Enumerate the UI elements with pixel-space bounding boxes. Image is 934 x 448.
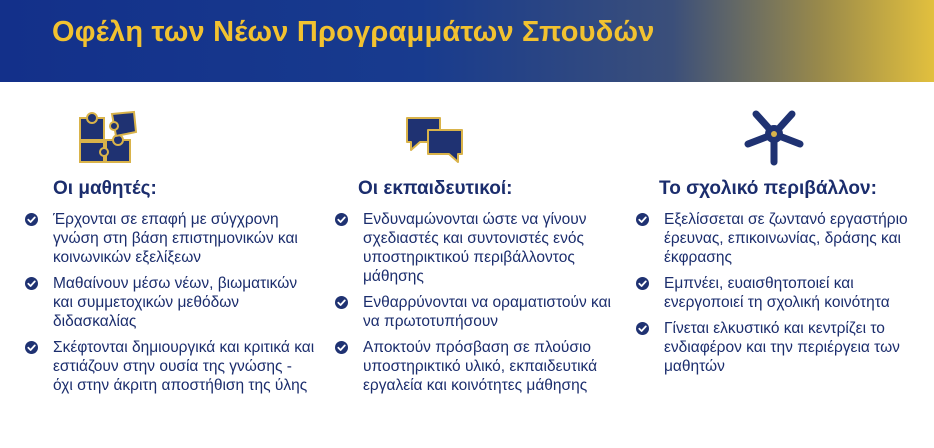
list-item [335, 293, 620, 331]
puzzle-icon [78, 110, 140, 171]
check-circle-icon [636, 322, 649, 335]
check-circle-icon [335, 296, 348, 309]
list-item [335, 338, 620, 395]
list-item-text: Έρχονται σε επαφή με σύγχρονη γνώση στη βάση επιστημονικών και κοινωνικών εξελίξεων [53, 211, 298, 266]
list-item [25, 210, 315, 267]
students-heading: Οι μαθητές: [53, 178, 157, 199]
check-circle-icon [335, 213, 348, 226]
check-circle-icon [335, 341, 348, 354]
list-item-text: Ενθαρρύνονται να οραματιστούν και να πρωτοτυπήσουν [363, 294, 611, 330]
list-item [335, 210, 620, 286]
check-circle-icon [636, 277, 649, 290]
list-item-text: Αποκτούν πρόσβαση σε πλούσιο υποστηρικτικό υλικό, εκπαιδευτικά εργαλεία και κοινότητες μάθησης [363, 339, 598, 394]
hands-together-icon [744, 106, 804, 171]
list-item [636, 210, 926, 267]
list-item-text: Εξελίσσεται σε ζωντανό εργαστήριο έρευνας, επικοινωνίας, δράσης και έκφρασης [664, 211, 908, 266]
list-item-text: Μαθαίνουν μέσω νέων, βιωματικών και συμμετοχικών μεθόδων διδασκαλίας [53, 275, 298, 330]
students-benefits-list [25, 210, 315, 402]
list-item-text: Ενδυναμώνονται ώστε να γίνουν σχεδιαστές και συντονιστές ενός υποστηρικτικού περιβάλλοντος μάθησης [363, 211, 587, 285]
list-item [25, 338, 315, 395]
check-circle-icon [25, 213, 38, 226]
check-circle-icon [25, 341, 38, 354]
page-title: Οφέλη των Νέων Προγραμμάτων Σπουδών [52, 16, 655, 48]
check-circle-icon [636, 213, 649, 226]
list-item-text: Σκέφτονται δημιουργικά και κριτικά και εστιάζουν στην ουσία της γνώσης - όχι στην άκριτη αποστήθιση της ύλης [53, 339, 315, 394]
school-benefits-list [636, 210, 926, 383]
school-heading: Το σχολικό περιβάλλον: [659, 178, 877, 199]
list-item [25, 274, 315, 331]
list-item [636, 274, 926, 312]
list-item-text: Εμπνέει, ευαισθητοποιεί και ενεργοποιεί τη σχολική κοινότητα [664, 275, 890, 311]
list-item [636, 319, 926, 376]
teachers-heading: Οι εκπαιδευτικοί: [358, 178, 513, 199]
check-circle-icon [25, 277, 38, 290]
list-item-text: Γίνεται ελκυστικό και κεντρίζει το ενδιαφέρον και την περιέργεια των μαθητών [664, 320, 900, 375]
chat-bubbles-icon [404, 114, 466, 175]
header-banner [0, 0, 934, 82]
teachers-benefits-list [335, 210, 620, 402]
